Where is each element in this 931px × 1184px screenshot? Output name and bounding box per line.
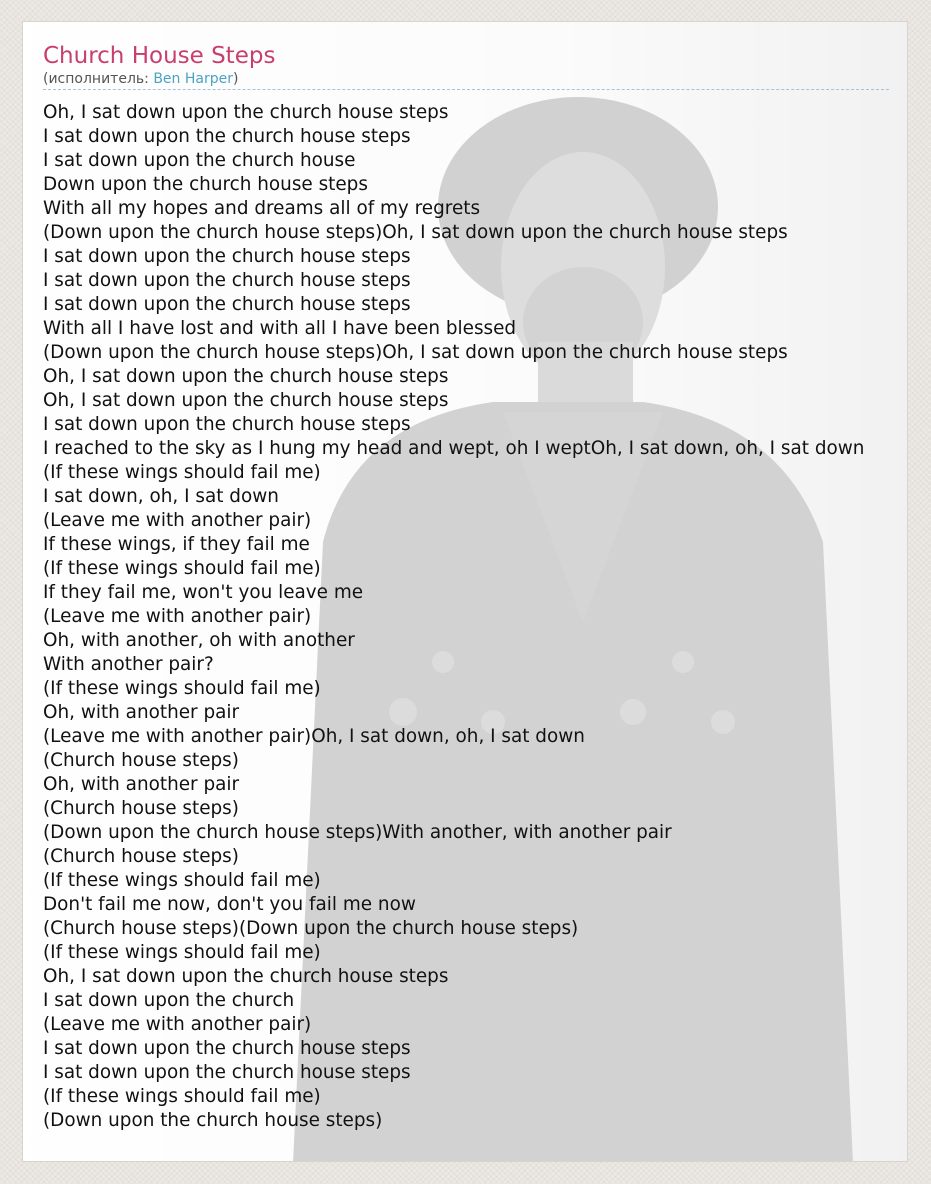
artist-link[interactable]: Ben Harper bbox=[153, 71, 233, 87]
byline-suffix: ) bbox=[232, 71, 239, 87]
lyric-line: (If these wings should fail me) bbox=[43, 1086, 321, 1107]
lyric-line: With all I have lost and with all I have been blessed bbox=[43, 318, 517, 339]
lyric-line: Oh, with another, oh with another bbox=[43, 630, 355, 651]
lyric-line: Oh, I sat down upon the church house steps bbox=[43, 390, 449, 411]
lyric-line: Oh, with another pair bbox=[43, 774, 240, 795]
lyric-line: With all my hopes and dreams all of my regrets bbox=[43, 198, 481, 219]
lyric-line: (Leave me with another pair)Oh, I sat down, oh, I sat down bbox=[43, 726, 585, 747]
lyric-line: (Down upon the church house steps) bbox=[43, 1110, 383, 1131]
lyric-line: (Down upon the church house steps)Oh, I sat down upon the church house steps bbox=[43, 342, 788, 363]
lyric-line: I sat down upon the church house steps bbox=[43, 270, 411, 291]
lyric-line: Oh, I sat down upon the church house steps bbox=[43, 102, 449, 123]
lyric-line: (If these wings should fail me) bbox=[43, 678, 321, 699]
lyric-line: (If these wings should fail me) bbox=[43, 462, 321, 483]
lyric-line: (Church house steps) bbox=[43, 798, 239, 819]
lyric-line: I sat down upon the church house steps bbox=[43, 126, 411, 147]
lyric-line: Oh, I sat down upon the church house steps bbox=[43, 966, 449, 987]
lyric-line: I sat down upon the church house steps bbox=[43, 294, 411, 315]
lyrics-card bbox=[22, 21, 908, 1162]
lyric-line: (Leave me with another pair) bbox=[43, 510, 312, 531]
song-title: Church House Steps bbox=[43, 43, 276, 69]
song-header bbox=[43, 41, 889, 88]
lyric-line: I sat down upon the church bbox=[43, 990, 295, 1011]
lyric-line: (Church house steps) bbox=[43, 846, 239, 867]
lyric-line: I sat down upon the church house steps bbox=[43, 1038, 411, 1059]
lyric-line: I reached to the sky as I hung my head and wept, oh I weptOh, I sat down, oh, I sat down bbox=[43, 438, 865, 459]
lyric-line: If these wings, if they fail me bbox=[43, 534, 310, 555]
lyrics-text bbox=[43, 101, 908, 1133]
lyric-line: (Down upon the church house steps)Oh, I sat down upon the church house steps bbox=[43, 222, 788, 243]
lyric-line: I sat down upon the church house steps bbox=[43, 1062, 411, 1083]
lyric-line: Don't fail me now, don't you fail me now bbox=[43, 894, 416, 915]
lyric-line: I sat down upon the church house steps bbox=[43, 246, 411, 267]
lyric-line: Oh, with another pair bbox=[43, 702, 240, 723]
lyric-line: If they fail me, won't you leave me bbox=[43, 582, 364, 603]
header-divider bbox=[43, 89, 889, 90]
lyric-line: With another pair? bbox=[43, 654, 214, 675]
lyric-line: (Leave me with another pair) bbox=[43, 1014, 312, 1035]
lyric-line: (Church house steps)(Down upon the church house steps) bbox=[43, 918, 579, 939]
lyric-line: I sat down, oh, I sat down bbox=[43, 486, 279, 507]
lyric-line: I sat down upon the church house bbox=[43, 150, 356, 171]
lyric-line: (If these wings should fail me) bbox=[43, 942, 321, 963]
lyric-line: (Down upon the church house steps)With another, with another pair bbox=[43, 822, 672, 843]
lyric-line: Down upon the church house steps bbox=[43, 174, 368, 195]
lyric-line: (Leave me with another pair) bbox=[43, 606, 312, 627]
lyric-line: Oh, I sat down upon the church house steps bbox=[43, 366, 449, 387]
lyric-line: (If these wings should fail me) bbox=[43, 870, 321, 891]
artist-byline bbox=[43, 71, 889, 88]
lyric-line: (If these wings should fail me) bbox=[43, 558, 321, 579]
lyric-line: (Church house steps) bbox=[43, 750, 239, 771]
lyric-line: I sat down upon the church house steps bbox=[43, 414, 411, 435]
byline-prefix: (исполнитель: bbox=[43, 71, 154, 87]
